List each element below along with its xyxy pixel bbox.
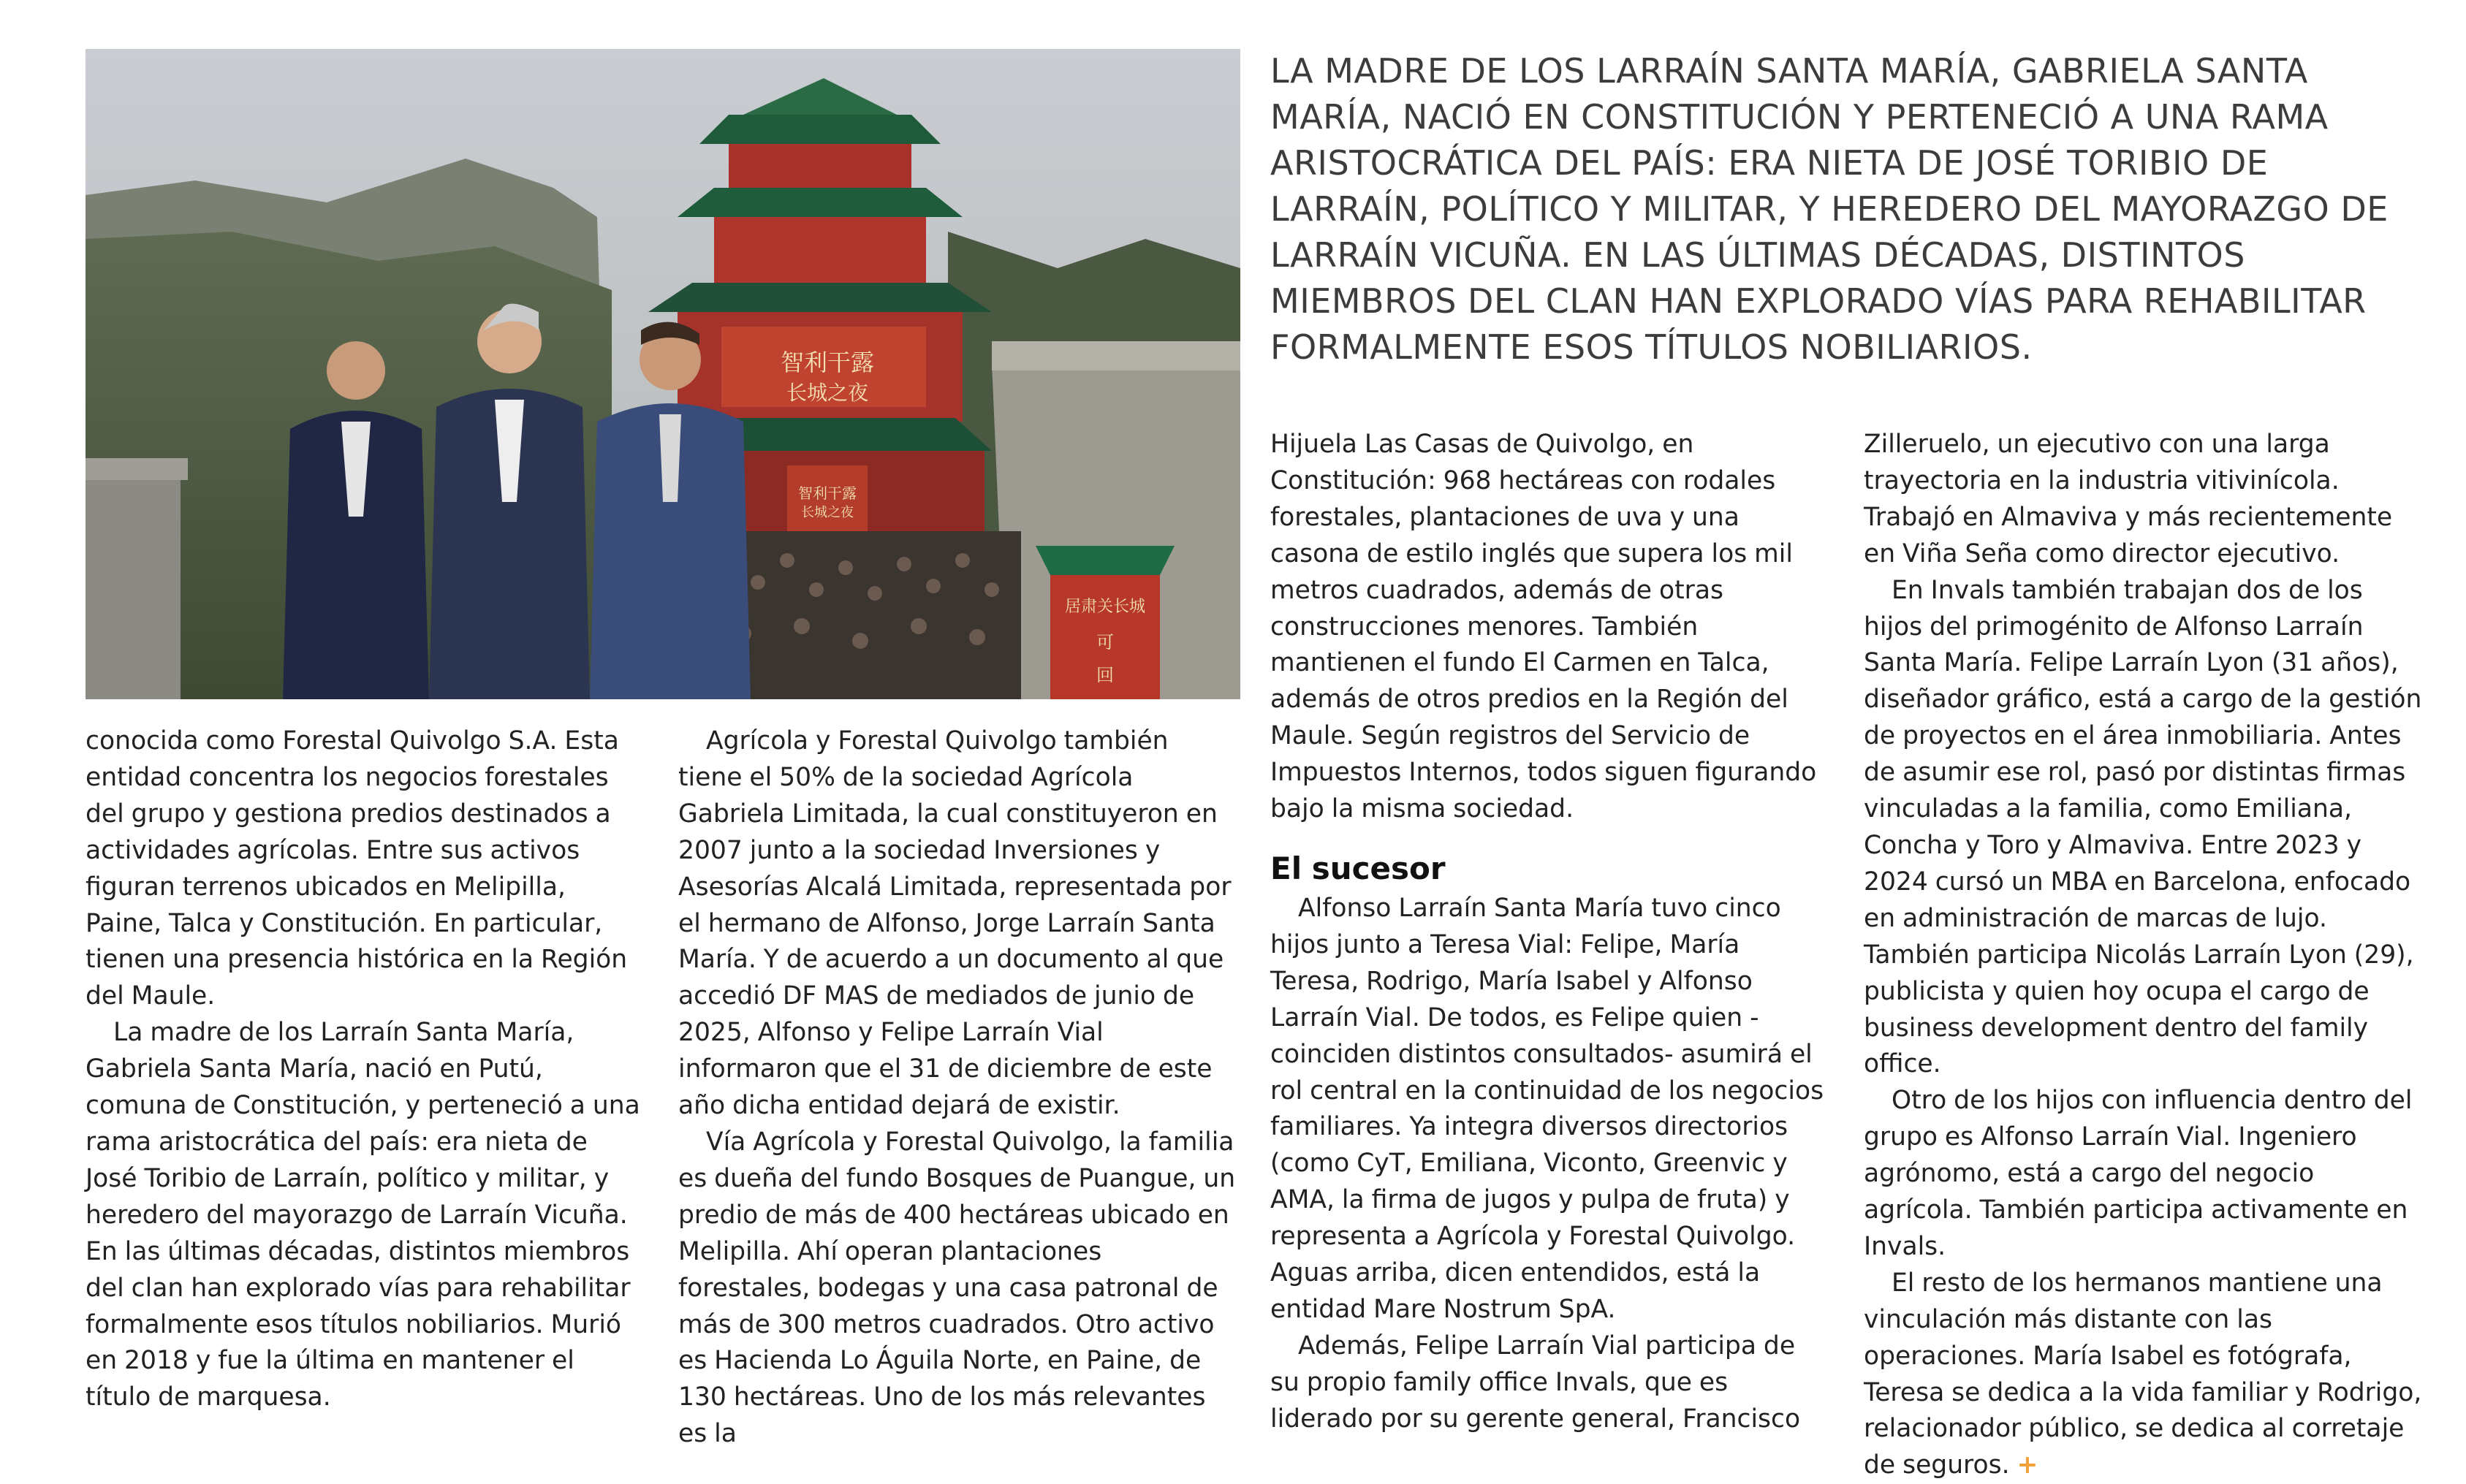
bin-text-2: 可 xyxy=(1096,632,1114,652)
article-column-4 xyxy=(1864,427,2423,1484)
gate-sign-text-2: 长城之夜 xyxy=(801,505,854,520)
tower-sign-text: 智利干露 xyxy=(780,349,875,376)
paragraph: conocida como Forestal Quivolgo S.A. Esta entidad concentra los negocios forestales del grupo y gestiona predios destinados a actividades agrícolas. Entre sus activos figuran terrenos ubicados en Melipilla, Paine, Talca y Constitución. En particular, tienen una presencia histórica en la Región del Maule. xyxy=(86,726,628,1011)
paragraph: Además, Felipe Larraín Vial participa de su propio family office Invals, que es liderado por su gerente general, Francisco xyxy=(1270,1331,1801,1434)
tower-sign-text-2: 长城之夜 xyxy=(786,381,869,405)
paragraph-text: El resto de los hermanos mantiene una vinculación más distante con las operaciones. María Isabel es fotógrafa, Teresa se dedica a la vida familiar y Rodrigo, relacionador público, se dedica al corretaje de seguros. xyxy=(1864,1268,2422,1480)
paragraph: Vía Agrícola y Forestal Quivolgo, la familia es dueña del fundo Bosques de Puangue, un predio de más de 400 hectáreas ubicado en Melipilla. Ahí operan plantaciones forestales, bodegas y una casa patronal de más de 300 metros cuadrados. Otro activo es Hacienda Lo Águila Norte, en Paine, de 130 hectáreas. Uno de los más relevantes es la xyxy=(678,1127,1236,1449)
article-column-1 xyxy=(86,723,641,1416)
great-wall-photo-illustration xyxy=(86,49,1240,699)
paragraph: Alfonso Larraín Santa María tuvo cinco hijos junto a Teresa Vial: Felipe, María Teresa, Rodrigo, María Isabel y Alfonso Larraín Vial. De todos, es Felipe quien -coinciden distintos consultados- asumirá el rol central en la continuidad de los negocios familiares. Ya integra diversos directorios (como CyT, Emiliana, Viconto, Greenvic y AMA, la firma de jugos y pulpa de fruta) y representa a Agrícola y Forestal Quivolgo. Aguas arriba, dicen entendidos, está la entidad Mare Nostrum SpA. xyxy=(1270,893,1824,1324)
gate-sign-text: 智利干露 xyxy=(798,484,857,502)
article-photo xyxy=(86,49,1240,699)
paragraph: La madre de los Larraín Santa María, Gabriela Santa María, nació en Putú, comuna de Constitución, y perteneció a una rama aristocrática del país: era nieta de José Toribio de Larraín, político y militar, y heredero del mayorazgo de Larraín Vicuña. En las últimas décadas, distintos miembros del clan han explorado vías para rehabilitar formalmente esos títulos nobiliarios. Murió en 2018 y fue la última en mantener el título de marquesa. xyxy=(86,1018,640,1412)
paragraph xyxy=(1864,1266,2423,1484)
article-column-3 xyxy=(1270,427,1829,1438)
paragraph: Agrícola y Forestal Quivolgo también tiene el 50% de la sociedad Agrícola Gabriela Limitada, la cual constituyeron en 2007 junto a la sociedad Inversiones y Asesorías Alcalá Limitada, representada por el hermano de Alfonso, Jorge Larraín Santa María. Y de acuerdo a un documento al que accedió DF MAS de mediados de junio de 2025, Alfonso y Felipe Larraín Vial informaron que el 31 de diciembre de este año dicha entidad dejará de existir. xyxy=(678,726,1232,1121)
paragraph: Otro de los hijos con influencia dentro del grupo es Alfonso Larraín Vial. Ingeniero agrónomo, está a cargo del negocio agrícola. También participa activamente en Invals. xyxy=(1864,1086,2413,1261)
paragraph: En Invals también trabajan dos de los hijos del primogénito de Alfonso Larraín Santa María. Felipe Larraín Lyon (31 años), diseñador gráfico, está a cargo de la gestión de proyectos en el área inmobiliaria. Antes de asumir ese rol, pasó por distintas firmas vinculadas a la familia, como Emiliana, Concha y Toro y Almaviva. Entre 2023 y 2024 cursó un MBA en Barcelona, enfocado en administración de marcas de lujo. También participa Nicolás Larraín Lyon (29), publicista y quien hoy ocupa el cargo de business development dentro del family office. xyxy=(1864,575,2422,1079)
end-of-article-mark: + xyxy=(2017,1450,2038,1480)
article-column-2 xyxy=(678,723,1237,1453)
paragraph: Zilleruelo, un ejecutivo con una larga trayectoria en la industria vitivinícola. Trabajó en Almaviva y más recientemente en Viña Seña como director ejecutivo. xyxy=(1864,430,2393,568)
bin-text-3: 回 xyxy=(1096,665,1114,685)
bin-text: 居肃关长城 xyxy=(1064,598,1146,616)
pull-quote: LA MADRE DE LOS LARRAÍN SANTA MARÍA, GABRIELA SANTA MARÍA, NACIÓ EN CONSTITUCIÓN Y PERTENECIÓ A UNA RAMA ARISTOCRÁTICA DEL PAÍS: ERA NIETA DE JOSÉ TORIBIO DE LARRAÍN, POLÍTICO Y MILITAR, Y HEREDERO DEL MAYORAZGO DE LARRAÍN VICUÑA. EN LAS ÚLTIMAS DÉCADAS, DISTINTOS MIEMBROS DEL CLAN HAN EXPLORADO VÍAS PARA REHABILITAR FORMALMENTE ESOS TÍTULOS NOBILIARIOS. xyxy=(1270,51,2389,367)
section-subheading: El sucesor xyxy=(1270,850,1446,886)
paragraph: Hijuela Las Casas de Quivolgo, en Constitución: 968 hectáreas con rodales forestales, plantaciones de uva y una casona de estilo inglés que supera los mil metros cuadrados, además de otras construcciones menores. También mantienen el fundo El Carmen en Talca, además de otros predios en la Región del Maule. Según registros del Servicio de Impuestos Internos, todos siguen figurando bajo la misma sociedad. xyxy=(1270,430,1817,824)
